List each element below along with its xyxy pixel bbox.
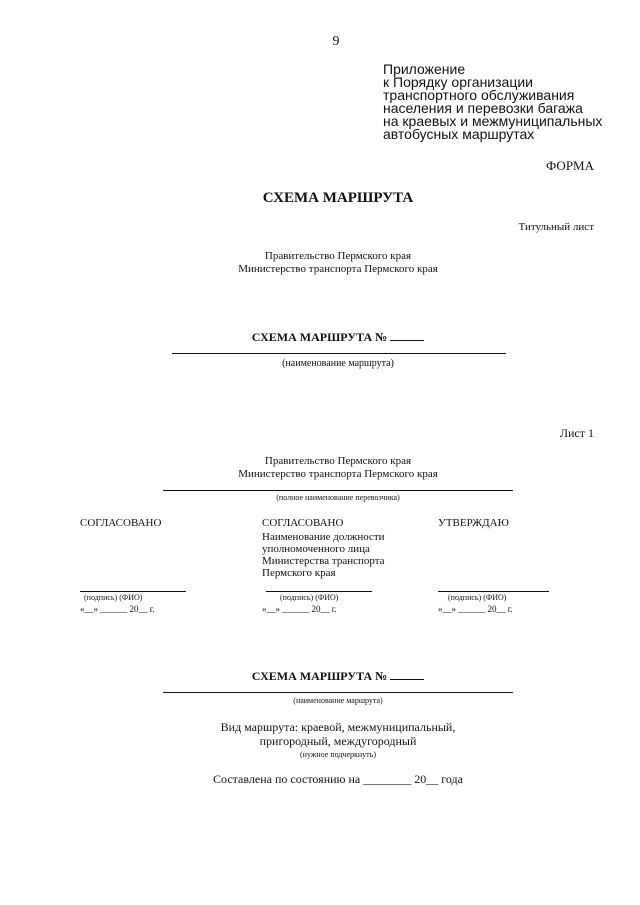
carrier-name-caption: (полное наименование перевозчика) [276,493,400,502]
route-name-line [163,692,513,693]
signature-line-1 [80,591,186,592]
sheet1-authority [0,455,640,481]
compiled-as-of: Составлена по состоянию на ________ 20__ года [213,772,463,786]
page-number: 9 [332,34,340,49]
scheme-number-blank [390,669,424,680]
route-type-block [0,720,640,748]
approval-heading-1: СОГЛАСОВАНО [80,517,162,529]
official-position-block [262,531,385,579]
appendix-line: к Порядку организации [383,74,533,90]
appendix-line: Приложение [383,61,466,77]
route-type-line: Вид маршрута: краевой, межмуниципальный, [220,720,456,734]
approval-heading-3: УТВЕРЖДАЮ [438,517,509,529]
route-name-line [172,353,506,354]
appendix-line: на краевых и межмуниципальных [383,113,603,129]
ministry-name: Министерство транспорта Пермского края [238,468,438,480]
position-line: Пермского края [262,567,336,579]
scheme-number-label: СХЕМА МАРШРУТА № [251,669,388,683]
ministry-name: Министерство транспорта Пермского края [238,263,438,275]
date-field-2: «__» ______ 20__ г. [262,604,337,614]
page-title: СХЕМА МАРШРУТА [262,190,414,206]
title-sheet-label: Титульный лист [518,221,594,233]
sheet1-label: Лист 1 [559,426,594,440]
signature-caption-3: (подпись) (ФИО) [448,593,507,602]
route-type-line: пригородный, междугородный [259,734,417,748]
carrier-name-line [163,490,513,491]
signature-line-3 [438,591,549,592]
date-field-3: «__» ______ 20__ г. [438,604,513,614]
appendix-line: транспортного обслуживания [383,87,575,103]
position-line: Министерства транспорта [262,555,385,567]
approval-heading-2: СОГЛАСОВАНО [262,517,344,529]
appendix-header [383,63,602,141]
appendix-line: населения и перевозки багажа [383,100,583,116]
signature-caption-2: (подпись) (ФИО) [280,593,339,602]
position-line: Наименование должности [262,531,385,543]
scheme-number-blank [390,330,424,341]
government-name: Правительство Пермского края [264,250,412,262]
sheet1-scheme-number [0,669,640,684]
title-sheet-authority [0,250,640,276]
signature-line-2 [266,591,372,592]
route-name-caption: (наименование маршрута) [282,358,394,369]
form-label: ФОРМА [546,158,594,173]
title-sheet-scheme-number [0,330,640,345]
scheme-number-label: СХЕМА МАРШРУТА № [251,330,388,344]
government-name: Правительство Пермского края [264,455,412,467]
underline-note: (нужное подчеркнуть) [300,750,376,759]
appendix-line: автобусных маршрутах [383,126,535,142]
date-field-1: «__» ______ 20__ г. [80,604,155,614]
signature-caption-1: (подпись) (ФИО) [84,593,143,602]
route-name-caption: (наименование маршрута) [293,696,383,705]
position-line: уполномоченного лица [262,543,370,555]
